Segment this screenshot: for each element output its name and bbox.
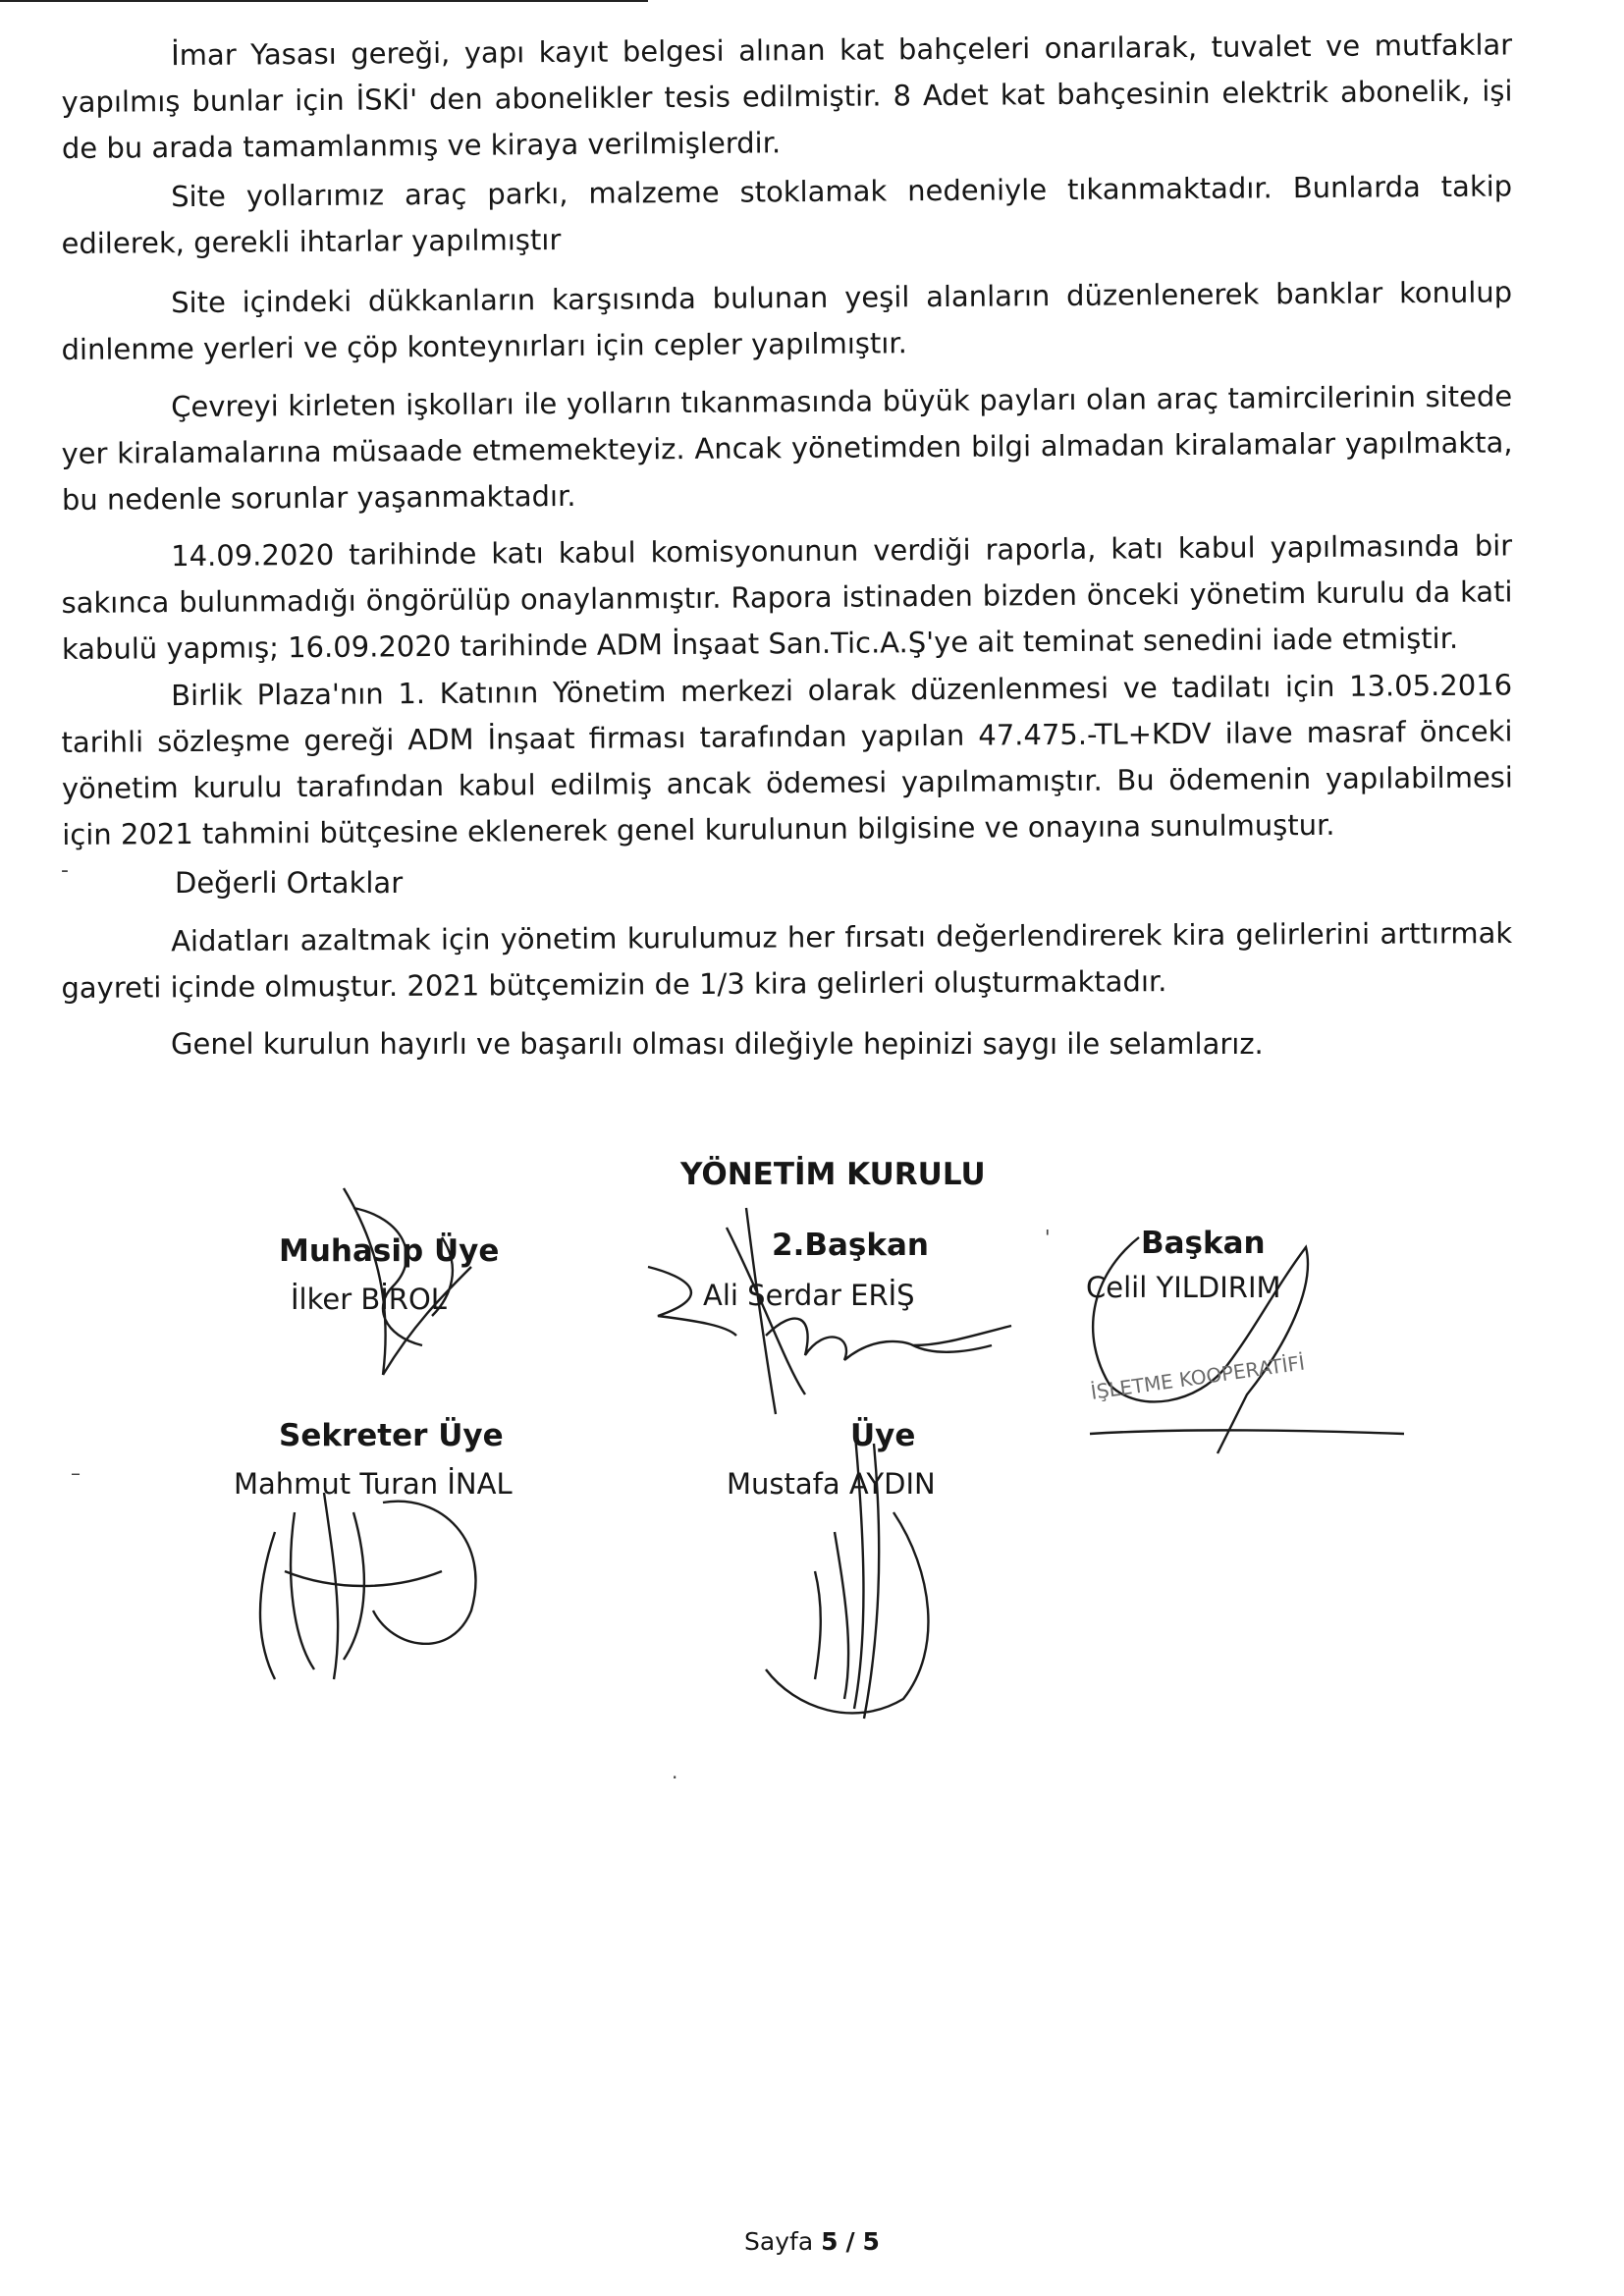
signature-muhasip-uye (314, 1178, 530, 1394)
role-sekreter-uye: Sekreter Üye (279, 1418, 504, 1453)
page-total: 5 (862, 2227, 880, 2256)
paragraph-5: 14.09.2020 tarihinde katı kabul komisyonunun verdiği raporla, katı kabul yapılmasında bir sakınca bulunmadığı öngörülüp onaylanmıştır. Rapora istinaden bizden önceki yönetim kurulu da kati kabulü yapmış; 16.09.2020 tarihinde ADM İnşaat San.Tic.A.Ş'ye ait teminat senedini iade etmiştir. (61, 528, 1513, 666)
page-footer (0, 2227, 1624, 2256)
name-baskan: Celil YILDIRIM (1086, 1271, 1281, 1304)
paragraph-1: İmar Yasası gereği, yapı kayıt belgesi alınan kat bahçeleri onarılarak, tuvalet ve mutfaklar yapılmış bunlar için İSKİ' den abonelikler tesis edilmiştir. 8 Adet kat bahçesinin elektrik abonelik, işi de bu arada tamamlanmış ve kiraya verilmişlerdir. (61, 27, 1513, 165)
name-muhasip-uye: İlker BİROL (291, 1283, 447, 1316)
role-muhasip-uye: Muhasip Üye (279, 1233, 500, 1269)
role-baskan: Başkan (1141, 1226, 1266, 1261)
page-current: 5 (821, 2227, 839, 2256)
page-separator: / (845, 2227, 855, 2256)
stamp-text: İŞLETME KOOPERATİFİ (1089, 1350, 1307, 1404)
scan-mark: – (71, 1461, 81, 1485)
role-uye: Üye (850, 1418, 916, 1453)
name-uye: Mustafa AYDIN (727, 1467, 936, 1501)
company-stamp (1070, 1316, 1404, 1424)
signature-uye (707, 1414, 962, 1728)
signature-sekreter-uye (216, 1453, 511, 1689)
top-rule (0, 0, 648, 2)
page-label: Sayfa (744, 2227, 814, 2256)
paragraph-4: Çevreyi kirleten işkolları ile yolların tıkanmasında büyük payları olan araç tamircilerinin sitede yer kiralamalarına müsaade etmemekteyiz. Ancak yönetimden bilgi almadan kiralamalar yapılmakta, bu nedenle sorunlar yaşanmaktadır. (61, 379, 1513, 517)
paragraph-6: Birlik Plaza'nın 1. Katının Yönetim merkezi olarak düzenlenmesi ve tadilatı için 13.05.2016 tarihli sözleşme gereği ADM İnşaat firması tarafından yapılan 47.475.-TL+KDV ilave masraf önceki yönetim kurulu tarafından kabul edilmiş ancak ödemesi yapılmamıştır. Bu ödemenin yapılabilmesi için 2021 tahmini bütçesine eklenerek genel kurulunun bilgisine ve onayına sunulmuştur. (61, 668, 1514, 851)
role-2-baskan: 2.Başkan (772, 1228, 929, 1263)
salutation: Değerli Ortaklar (175, 866, 404, 900)
closing-paragraph-1: Aidatları azaltmak için yönetim kurulumuz her fırsatı değerlendirerek kira gelirlerini arttırmak gayreti içinde olmuştur. 2021 bütçemizin de 1/3 kira gelirleri oluşturmaktadır. (61, 915, 1513, 1005)
name-2-baskan: Ali Serdar ERİŞ (703, 1279, 915, 1312)
scan-mark: · (672, 1766, 678, 1789)
paragraph-2: Site yollarımız araç parkı, malzeme stoklamak nedeniyle tıkanmaktadır. Bunlarda takip edilerek, gerekli ihtarlar yapılmıştır (61, 169, 1513, 260)
signature-2-baskan (619, 1188, 1031, 1424)
board-title: YÖNETİM KURULU (680, 1157, 986, 1192)
paragraph-3: Site içindeki dükkanların karşısında bulunan yeşil alanların düzenlenerek banklar konulup dinlenme yerleri ve çöp konteynırları için cepler yapılmıştır. (61, 275, 1513, 366)
scan-mark: ' (1045, 1226, 1051, 1249)
closing-paragraph-2: Genel kurulun hayırlı ve başarılı olması dileğiyle hepinizi saygı ile selamlarız. (171, 1027, 1264, 1061)
scan-mark: - (61, 858, 69, 883)
name-sekreter-uye: Mahmut Turan İNAL (234, 1467, 513, 1501)
